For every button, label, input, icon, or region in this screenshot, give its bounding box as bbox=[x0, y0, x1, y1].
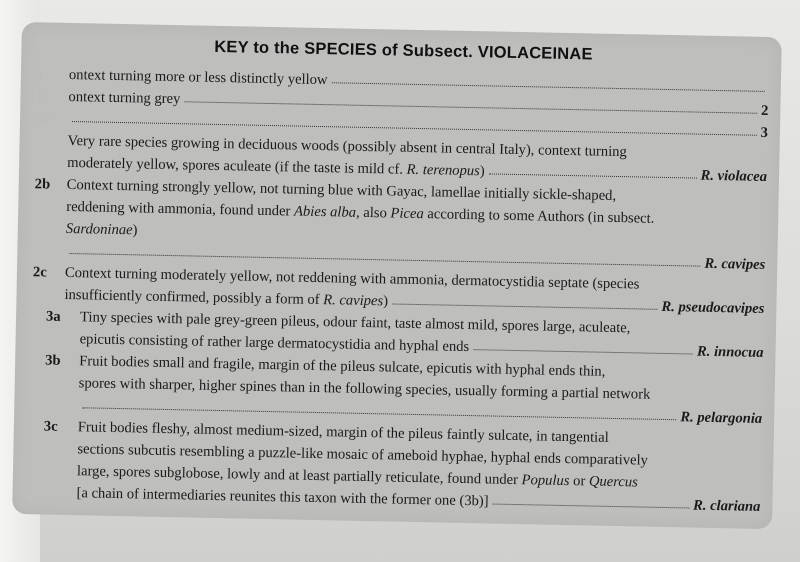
key-panel bbox=[12, 22, 782, 529]
species-name: R. innocua bbox=[696, 343, 764, 361]
species-name: R. violacea bbox=[700, 167, 768, 185]
entry-text bbox=[28, 415, 762, 518]
entry-line-text: [a chain of intermediaries reunites this taxon with the former one (3b)] bbox=[76, 485, 489, 510]
key-entry bbox=[33, 173, 767, 276]
next-couplet-ref: 2 bbox=[760, 102, 769, 119]
entry-line-text: Fruit bodies fleshy, almost medium-sized, margin of the pileus faintly sulcate, in tangential bbox=[77, 419, 609, 446]
next-couplet-ref: 3 bbox=[760, 124, 769, 141]
entry-number: 3c bbox=[43, 418, 58, 435]
entry-line-text: spores with sharper, higher spines than in the following species, usually forming a partial network bbox=[78, 375, 651, 403]
species-name: R. clariana bbox=[692, 497, 761, 515]
key-content bbox=[28, 28, 769, 518]
entry-line-text: ontext turning more or less distinctly yellow bbox=[68, 66, 328, 89]
key-entries bbox=[28, 63, 769, 518]
entry-line-text: ontext turning grey bbox=[68, 88, 181, 108]
species-name: R. pelargonia bbox=[680, 409, 763, 427]
key-title: KEY to the SPECIES of Subsect. VIOLACEINAE bbox=[214, 37, 593, 64]
entry-line-text: reddening with ammonia, found under Abies alba, also Picea according to some Authors (in subsect. bbox=[66, 198, 655, 227]
entry-number: 1 bbox=[36, 66, 45, 83]
entry-line-text: moderately yellow, spores aculeate (if the taste is mild cf. R. terenopus) bbox=[67, 154, 485, 180]
key-entry bbox=[28, 415, 762, 518]
entry-line-text: sections subcutis resembling a puzzle-like mosaic of ameboid hyphae, hyphal ends comparatively bbox=[77, 441, 649, 469]
entry-text bbox=[33, 173, 767, 276]
entry-number: 1 bbox=[36, 88, 44, 105]
entry-number: 2b bbox=[34, 176, 51, 193]
entry-number: 3b bbox=[45, 352, 61, 369]
entry-line-text: Context turning moderately yellow, not reddening with ammonia, dermatocystidia septate (species bbox=[64, 264, 640, 293]
entry-line-text: insufficiently confirmed, possibly a form of R. cavipes) bbox=[64, 286, 389, 310]
leader-dots bbox=[392, 303, 657, 309]
entry-line-text: Very rare species growing in deciduous woods (possibly absent in central Italy), context turning bbox=[67, 132, 627, 161]
leader-dots bbox=[331, 82, 764, 92]
entry-number: 2c bbox=[32, 264, 47, 281]
entry-number: 3a bbox=[45, 308, 61, 325]
entry-line-text: Context turning strongly yellow, not turning blue with Gayac, lamellae initially sickle-shaped, bbox=[66, 176, 617, 204]
entry-line-text: large, spores subglobose, lowly and at least partially reticulate, found under Populus or Quercus bbox=[76, 463, 638, 491]
leader-dots bbox=[493, 504, 690, 509]
species-name: R. pseudocavipes bbox=[661, 298, 765, 317]
leader-dots bbox=[489, 173, 697, 178]
leader-dots bbox=[473, 349, 693, 354]
entry-line-text: Tiny species with pale grey-green pileus, odour faint, taste almost mild, spores large, aculeate, bbox=[79, 309, 631, 337]
entry-number: 2a bbox=[35, 110, 51, 127]
entry-line-text: Sardoninae) bbox=[65, 220, 138, 239]
entry-line-text: Fruit bodies small and fragile, margin of the pileus sulcate, epicutis with hyphal ends thin, bbox=[79, 353, 606, 380]
entry-line-text: epicutis consisting of rather large dermatocystidia and hyphal ends bbox=[79, 331, 470, 356]
species-name: R. cavipes bbox=[704, 255, 766, 273]
